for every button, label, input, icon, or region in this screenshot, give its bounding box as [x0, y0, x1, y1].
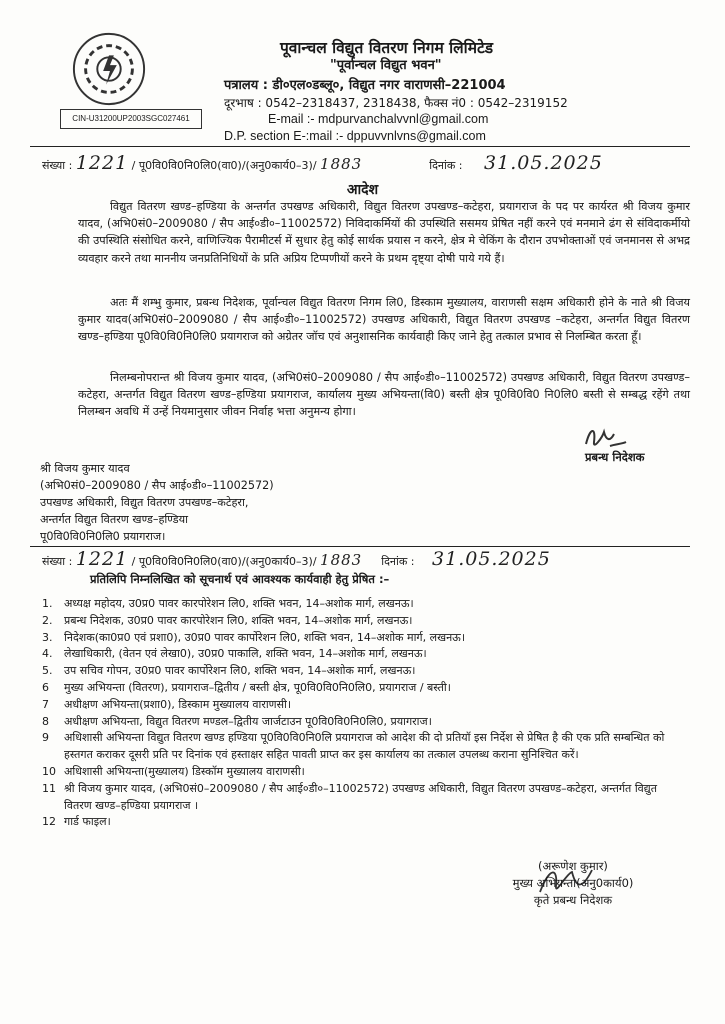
list-item: 4. लेखाधिकारी, (वेतन एवं लेखा0), उ0प्र0 पाकालि, शक्ति भवन, 14–अशोक मार्ग, लखनऊ।: [42, 647, 427, 661]
list-item: 3. निदेशक(का0प्र0 एवं प्रशा0), उ0प्र0 पावर कार्पोरेशन लि0, शक्ति भवन, 14–अशोक मार्ग, लखनऊ।: [42, 630, 465, 644]
addressee-line: अन्तर्गत विद्युत वितरण खण्ड–हण्डिया: [40, 513, 188, 526]
ref-label: संख्या :: [42, 159, 73, 172]
list-item: 11 श्री विजय कुमार यादव, (अभि0सं0–2009080 / सैप आई०डी०–11002572) उपखण्ड अधिकारी, विद्युत वितरण उपखण्ड–कटेहरा, अन्तर्गत विद्युत वितरण खण्ड–हण्डिया प्रयागराज ।: [42, 781, 657, 812]
org-email: E-mail :- mdpurvanchalvvnl@gmail.com: [268, 112, 489, 126]
uppcl-logo-icon: [70, 30, 148, 108]
md-signature-icon: [580, 420, 630, 454]
md-designation: प्रबन्ध निदेशक: [585, 450, 645, 464]
date-label: दिनांक :: [429, 159, 463, 172]
org-bhavan: "पूर्वान्चल विद्युत भवन": [330, 58, 442, 73]
cea-name: (अरूणेश कुमार): [538, 859, 608, 873]
cin-box: CIN-U31200UP2003SGC027461: [60, 109, 202, 129]
list-item: 12 गार्ड फाइल।: [42, 815, 111, 829]
copy-ref-line: [42, 548, 551, 570]
copy-ref-number: 1221: [75, 548, 129, 570]
list-item: 1. अध्यक्ष महोदय, उ0प्र0 पावर कारपोरेशन लि0, शक्ति भवन, 14–अशोक मार्ग, लखनऊ।: [42, 597, 414, 610]
ref-number: 1221: [75, 152, 129, 174]
copy-ref-sub-number: 1883: [320, 551, 363, 569]
copy-subject: प्रतिलिपि निम्नलिखित को सूचनार्थ एवं आवश्यक कार्यवाही हेतु प्रेषित :–: [90, 572, 390, 586]
org-phone: दूरभाष : 0542–2318437, 2318438, फैक्स नं0 : 0542–2319152: [224, 96, 568, 110]
order-ref-line: [42, 152, 603, 174]
addressee-line: पू0वि0वि0नि0लि0 प्रयागराज।: [40, 530, 166, 543]
org-name: पूवान्चल विद्युत वितरण निगम लिमिटेड: [280, 39, 494, 57]
header-divider: [30, 146, 690, 147]
addressee-line: उपखण्ड अधिकारी, विद्युत वितरण उपखण्ड–कटेहरा,: [40, 496, 249, 509]
addressee-line: श्री विजय कुमार यादव: [40, 462, 130, 475]
copy-date: 31.05.2025: [432, 548, 551, 570]
addressee-line: (अभि0सं0–2009080 / सैप आई०डी०–11002572): [40, 479, 274, 492]
ref-path: / पू0वि0वि0नि0लि0(वा0)/(अनु0कार्य0–3)/: [131, 159, 317, 172]
org-address: पत्रालय : डी०एल०डब्लू०, विद्युत नगर वाराणसी–221004: [224, 78, 506, 93]
order-para-1: विद्युत वितरण खण्ड–हण्डिया के अन्तर्गत उपखण्ड अधिकारी, विद्युत वितरण उपखण्ड–कटेहरा, प्रयागराज के पद पर कार्यरत श्री विजय कुमार यादव, (अभि0सं0–2009080 / सैप आई०डी०–11002572) निविदाकर्मियों की उपस्थिति ससमय प्रेषित नहीं करने एवं मनमाने ढंग से संविदाकर्मीयो की उपस्थिति संसोधित करने, वाणिज्यिक पैरामीटर्स में सुधार हेतु कोई सार्थक प्रयास न करने, क्षेत्र मे चेकिंग के दौरान उपभोक्ताओं एवं जनमानस से अभद्र व्यवहार करने तथा माननीय जनप्रतिनिधियों के प्रति अप्रिय टिप्पणीयों करने के प्रथम दृष्ट्या दोषी पाये गये हैं।: [78, 200, 690, 265]
copy-date-label: दिनांक :: [381, 555, 415, 568]
order-para-2: अतः मैं शम्भु कुमार, प्रबन्ध निदेशक, पूर्वान्चल विद्युत वितरण निगम लि0, डिस्काम मुख्यालय, वाराणसी सक्षम अधिकारी होने के नाते श्री विजय कुमार यादव(अभि0सं0–2009080 / सैप आई०डी०–11002572) उपखण्ड अधिकारी, विद्युत वितरण उपखण्ड –कटेहरा, अन्तर्गत विद्युत वितरण खण्ड–हण्डिया पू0वि0वि0नि0लि0 प्रयागराज को अग्रेतर जॉच एवं अनुशासनिक कार्यवाही किए जाने हेतु तत्काल प्रभाव से निलम्बित करता हूँ।: [78, 296, 690, 344]
list-item: 5. उप सचिव गोपन, उ0प्र0 पावर कार्पोरेशन लि0, शक्ति भवन, 14–अशोक मार्ग, लखनऊ।: [42, 664, 416, 678]
dp-email: D.P. section E-:mail :- dppuvvnlvns@gmail.com: [224, 129, 486, 143]
list-item: 10 अधिशासी अभियन्ता(मुख्यालय) डिस्कॉम मुख्यालय वाराणसी।: [42, 764, 305, 778]
cea-designation: मुख्य अभियन्ता(अनु0कार्य0): [512, 876, 634, 890]
copy-list: [42, 596, 682, 831]
copy-divider: [30, 546, 690, 547]
copy-ref-path: / पू0वि0वि0नि0लि0(वा0)/(अनु0कार्य0–3)/: [131, 555, 317, 568]
ref-sub-number: 1883: [320, 155, 363, 173]
order-date: 31.05.2025: [484, 152, 603, 174]
list-item: 2. प्रबन्ध निदेशक, उ0प्र0 पावर कारपोरेशन लि0, शक्ति भवन, 14–अशोक मार्ग, लखनऊ।: [42, 613, 413, 627]
list-item: 9 अधिशासी अभियन्ता विद्युत वितरण खण्ड हण्डिया पू0वि0वि0नि0लि प्रयागराज को आदेश की दो प्रतियॉ इस निर्देश से प्रेषित है की एक प्रति सम्बन्धित को हस्तगत कराकर दूसरी प्रति पर दिनांक एवं हस्ताक्षर सहित पावती प्राप्त कर इस कार्यालय का तत्काल उपलब्ध कराना सुनिश्चित करें।: [42, 731, 665, 762]
order-title: आदेश: [346, 182, 379, 198]
cea-signature-block: [498, 858, 648, 909]
addressee-block: [40, 460, 274, 545]
list-item: 7 अधीक्षण अभियन्ता(प्रशा0), डिस्काम मुख्यालय वाराणसी।: [42, 697, 292, 711]
list-item: 6 मुख्य अभियन्ता (वितरण), प्रयागराज–द्वितीय / बस्ती क्षेत्र, पू0वि0वि0नि0लि0, प्रयागराज / बस्ती।: [42, 680, 451, 694]
list-item: 8 अधीक्षण अभियन्ता, विद्युत वितरण मण्डल–द्वितीय जार्जटाउन पू0वि0वि0नि0लि0, प्रयागराज।: [42, 714, 432, 728]
copy-ref-label: संख्या :: [42, 555, 73, 568]
cea-behalf: कृते प्रबन्ध निदेशक: [533, 893, 613, 907]
order-para-3: निलम्बनोपरान्त श्री विजय कुमार यादव, (अभि0सं0–2009080 / सैप आई०डी०–11002572) उपखण्ड अधिकारी, विद्युत वितरण उपखण्ड–कटेहरा, अन्तर्गत विद्युत वितरण खण्ड–हण्डिया प्रयागराज, कार्यालय मुख्य अभियन्ता(वि0) बस्ती क्षेत्र पू0वि0वि0 नि0लि0 बस्ती से सम्बद्ध रहेंगे तथा निलम्बन अवधि में उन्हें नियमानुसार जीवन निर्वाह भत्ता अनुमन्य होगा।: [78, 371, 690, 419]
